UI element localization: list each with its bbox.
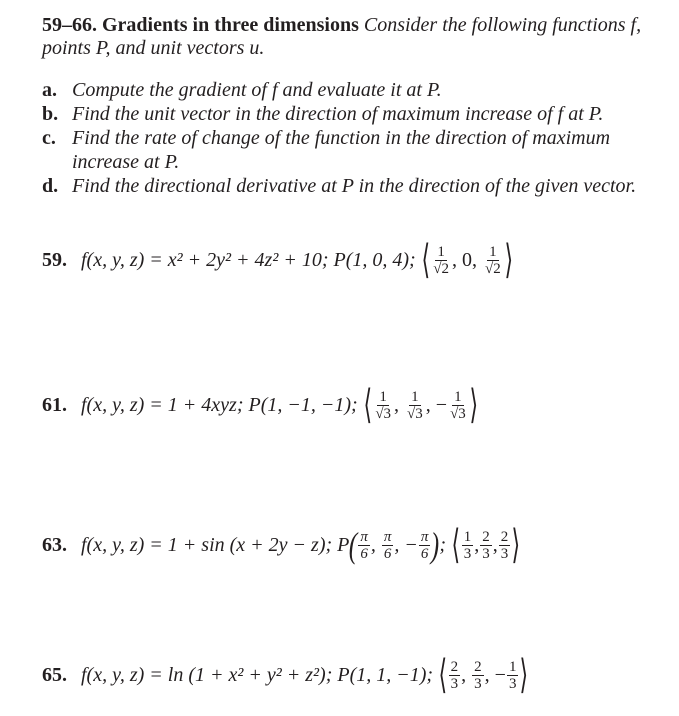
task-text: Find the rate of change of the function in the direction of maximum increase at P. [72, 127, 611, 173]
problem-63: 63. f(x, y, z) = 1 + sin (x + 2y − z); P ( $\frac{\pi}{6}$ , $\frac{\pi}{6}$ , − $\frac{\pi}{6}$ ) ; ⟨ $\frac{1}{3}$ , $\frac{2}{3}$ , $\frac{2}{3}$ ⟩ [42, 522, 521, 567]
problem-number: 59. [42, 248, 67, 271]
problem-function: f(x, y, z) = ln (1 + x² + y² + z²); [81, 663, 333, 686]
section-instructions: Consider the following functions f, points P, and unit vectors u. [42, 14, 642, 59]
problem-vector: $\frac{2}{3}$ , $\frac{2}{3}$ , − $\frac{1}{3}$ [450, 658, 517, 692]
task-item [42, 78, 662, 102]
problem-59: 59. f(x, y, z) = x² + 2y² + 4z² + 10; P(1, 0, 4); ⟨ $\frac{1}{√2}$ , 0 , $\frac{1}{√2}$ ⟩ [42, 237, 513, 282]
vector-component-3: $\frac{1}{√2}$ [485, 243, 501, 277]
task-label: c. [42, 127, 56, 149]
vector-component-1: $\frac{1}{√3}$ [375, 388, 392, 422]
vector-component-1: $\frac{2}{3}$ [450, 658, 459, 692]
problem-vector: $\frac{1}{3}$ , $\frac{2}{3}$ , $\frac{2}{3}$ [463, 528, 509, 562]
problem-point: P(1, 0, 4); [333, 248, 416, 271]
problem-point: P(1, −1, −1); [248, 393, 358, 416]
problem-number: 65. [42, 663, 67, 686]
task-item [42, 126, 662, 174]
task-item [42, 102, 662, 126]
task-item [42, 174, 662, 198]
problem-function: f(x, y, z) = 1 + sin (x + 2y − z); [81, 533, 333, 556]
task-label: b. [42, 103, 59, 125]
vector-component-3: $\frac{2}{3}$ [500, 528, 509, 562]
problem-point: P ( $\frac{\pi}{6}$ , $\frac{\pi}{6}$ , − $\frac{\pi}{6}$ ) ; [337, 525, 447, 565]
problem-vector: $\frac{1}{√2}$ , 0 , $\frac{1}{√2}$ [433, 243, 501, 277]
problem-61: 61. f(x, y, z) = 1 + 4xyz; P(1, −1, −1); ⟨ $\frac{1}{√3}$ , $\frac{1}{√3}$ , − $\frac{1}{√3}$ ⟩ [42, 382, 478, 427]
vector-component-2: $\frac{2}{3}$ [474, 658, 482, 692]
vector-component-2: $\frac{1}{√3}$ [407, 388, 423, 422]
vector-component-1: $\frac{1}{3}$ [463, 528, 472, 562]
task-text: Find the directional derivative at P in the direction of the given vector. [72, 175, 637, 197]
vector-component-2: $\frac{2}{3}$ [482, 528, 490, 562]
task-list [42, 78, 662, 198]
vector-component-3: $\frac{1}{3}$ [508, 658, 517, 692]
vector-component-1: $\frac{1}{√2}$ [433, 243, 450, 277]
task-text: Find the unit vector in the direction of maximum increase of f at P. [72, 103, 604, 125]
task-label: d. [42, 175, 59, 197]
task-label: a. [42, 79, 57, 101]
problem-65: 65. f(x, y, z) = ln (1 + x² + y² + z²); P(1, 1, −1); ⟨ $\frac{2}{3}$ , $\frac{2}{3}$ , − $\frac{1}{3}$ ⟩ [42, 652, 529, 697]
section-intro [42, 14, 662, 60]
problem-function: f(x, y, z) = 1 + 4xyz; [81, 393, 244, 416]
problem-vector: $\frac{1}{√3}$ , $\frac{1}{√3}$ , − $\frac{1}{√3}$ [375, 388, 466, 422]
vector-component-3: $\frac{1}{√3}$ [450, 388, 466, 422]
task-text: Compute the gradient of f and evaluate it at P. [72, 79, 442, 101]
vector-component-2: 0 [462, 248, 473, 271]
problem-number: 61. [42, 393, 67, 416]
problem-function: f(x, y, z) = x² + 2y² + 4z² + 10; [81, 248, 329, 271]
problem-number: 63. [42, 533, 67, 556]
section-heading: 59–66. Gradients in three dimensions [42, 14, 359, 36]
problem-point: P(1, 1, −1); [337, 663, 434, 686]
